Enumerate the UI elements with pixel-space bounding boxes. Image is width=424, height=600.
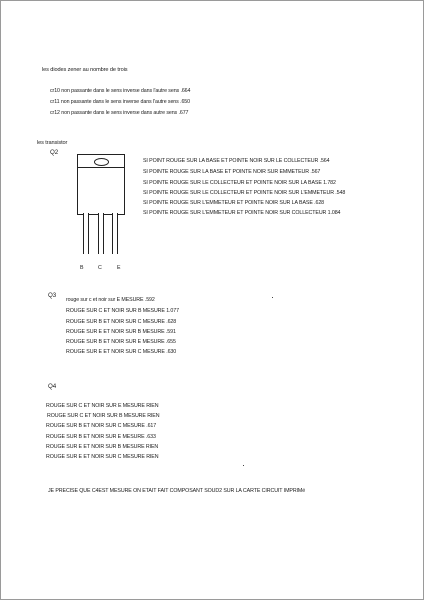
q3-line-2: ROUGE SUR C ET NOIR SUR B MESURE 1.077	[66, 308, 179, 314]
q4-line-6: ROUGE SUR E ET NOIR SUR C MESURE RIEN	[46, 454, 159, 460]
q3-line-5: ROUGE SUR B ET NOIR SUR E MESURE .655	[66, 339, 176, 345]
q4-line-4: ROUGE SUR B ET NOIR SUR E MESURE .633	[46, 434, 156, 440]
q2-line-4: SI POINTE ROUGE SUR LE COLLECTEUR ET POINTE NOIR SUR L'EMMETEUR .548	[143, 190, 346, 196]
transistor-mounting-hole	[94, 158, 109, 166]
q2-line-5: SI POINTE ROUGE SUR L'EMMETEUR ET POINTE NOIR SUR LA BASE .628	[143, 200, 325, 206]
scan-speck	[272, 297, 273, 298]
q2-line-1: SI POINT ROUGE SUR LA BASE ET POINTE NOIR SUR LE COLLECTEUR .564	[143, 158, 330, 164]
q4-line-5: ROUGE SUR E ET NOIR SUR B MESURE RIEN	[46, 444, 159, 450]
scan-speck	[243, 465, 244, 466]
q4-line-1: ROUGE SUR C ET NOIR SUR E MESURE RIEN	[46, 403, 159, 409]
transistor-lead-e	[112, 213, 118, 254]
q2-line-2: SI POINTE ROUGE SUR LA BASE ET POINTE NOIR SUR EMMETEUR .567	[143, 169, 321, 175]
q3-line-3: ROUGE SUR B ET NOIR SUR C MESURE .628	[66, 319, 177, 325]
zener-line-cr11: cr11 non passante dans le sens inverse dans l'autre sens .650	[50, 99, 190, 105]
q2-line-3: SI POINTE ROUGE SUR LE COLLECTEUR ET POINTE NOIR SUR LA BASE 1.782	[143, 180, 336, 186]
q3-line-1: rouge sur c et noir sur E MESURE .592	[66, 297, 155, 303]
closing-note: JE PRECISE QUE C4EST MESURE ON ETAIT FAIT COMPOSANT SOUD2 SUR LA CARTE CIRCUIT IMPRIMé	[48, 488, 306, 494]
pin-label-c: C	[98, 265, 102, 271]
q3-line-6: ROUGE SUR E ET NOIR SUR C MESURE .630	[66, 349, 177, 355]
q2-line-6: SI POINTE ROUGE SUR L'EMMETEUR ET POINTE NOIR SUR COLLECTEUR 1.084	[143, 210, 341, 216]
q2-label: Q2	[50, 149, 59, 156]
q4-label: Q4	[48, 383, 57, 390]
transistor-lead-b	[83, 213, 89, 254]
transistor-title: les transistor	[37, 140, 68, 146]
transistor-lead-c	[98, 213, 104, 254]
q4-line-3: ROUGE SUR B ET NOIR SUR C MESURE .617	[46, 423, 157, 429]
q3-line-4: ROUGE SUR E ET NOIR SUR B MESURE .591	[66, 329, 176, 335]
zener-title: les diodes zener au nombre de trois	[42, 67, 128, 73]
q3-label: Q3	[48, 292, 57, 299]
q4-line-2: ROUGE SUR C ET NOIR SUR B MESURE RIEN	[47, 413, 160, 419]
transistor-tab-line	[78, 167, 124, 168]
pin-label-e: E	[117, 265, 121, 271]
zener-line-cr10: cr10 non passante dans le sens inverse dans l'autre sens .664	[50, 88, 191, 94]
pin-label-b: B	[80, 265, 84, 271]
transistor-package-drawing	[77, 154, 125, 215]
zener-line-cr12: cr12 non passante dans le sens inverse dans autre sens .677	[50, 110, 189, 116]
